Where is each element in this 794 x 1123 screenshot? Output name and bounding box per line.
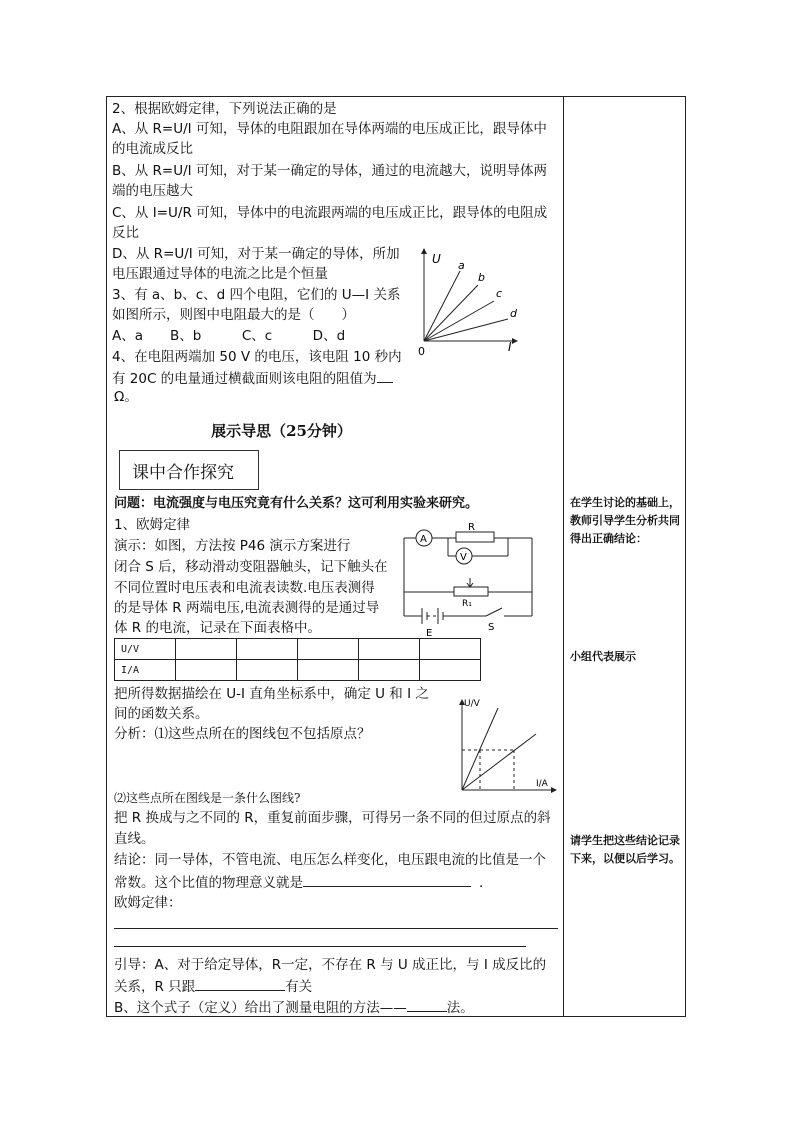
record-note: 请学生把这些结论记录下来，以便以后学习。 bbox=[570, 834, 680, 865]
conclusion-line2 bbox=[114, 872, 493, 893]
ui-relation-graph bbox=[412, 243, 532, 358]
ohm-title: 1、欧姆定律 bbox=[114, 517, 191, 533]
row-header-current: I/A bbox=[115, 660, 176, 681]
badge-label: 课中合作探究 bbox=[132, 463, 234, 483]
conclusion-line1: 结论：同一导体，不管电流、电压怎么样变化，电压跟电流的比值是一个 bbox=[114, 852, 546, 868]
answer-line-2 bbox=[114, 946, 526, 947]
answer-line-1 bbox=[114, 928, 558, 929]
ohm-demo-5: 体 R 的电流，记录在下面表格中。 bbox=[114, 620, 321, 636]
q3-line2: 如图所示，则图中电阻最大的是（ ） bbox=[112, 307, 355, 323]
shallow-line bbox=[462, 734, 536, 790]
resistor-label: R bbox=[468, 522, 475, 533]
table-cell bbox=[420, 660, 481, 681]
table-row-current bbox=[115, 660, 481, 681]
q4-line2-text: 有 20C 的电量通过横截面则该电阻的阻值为 bbox=[112, 371, 377, 387]
graph-origin-label: 0 bbox=[418, 345, 425, 358]
inquiry-question: 问题：电流强度与电压究竟有什么关系？这可利用实验来研究。 bbox=[114, 496, 479, 511]
resistor-symbol bbox=[456, 532, 494, 542]
q4-unit: Ω。 bbox=[114, 389, 138, 405]
plot-line2: 间的函数关系。 bbox=[114, 706, 209, 722]
ohm-demo-3: 不同位置时电压表和电流表读数.电压表测得 bbox=[114, 580, 375, 596]
section-heading: 展示导思（25分钟） bbox=[211, 422, 352, 440]
guide-line3-end: 法。 bbox=[446, 1000, 474, 1016]
guide-line1: 引导：A、对于给定导体，R一定，不存在 R 与 U 成正比，与 I 成反比的 bbox=[114, 957, 547, 973]
guide-line2-end: 有关 bbox=[285, 979, 313, 995]
q2-option-d-line2: 电压跟通过导体的电流之比是个恒量 bbox=[112, 266, 328, 282]
u-axis-label: U/V bbox=[464, 699, 480, 709]
guide-line3-text: B、这个式子（定义）给出了测量电阻的方法—— bbox=[114, 1000, 407, 1016]
q2-option-b-line2: 端的电压越大 bbox=[112, 183, 193, 199]
switch-label: S bbox=[488, 622, 495, 633]
guide-blank bbox=[195, 976, 285, 991]
table-cell bbox=[359, 639, 420, 660]
ui-coordinate-graph bbox=[452, 694, 562, 794]
table-cell bbox=[237, 660, 298, 681]
change-line2: 直线。 bbox=[114, 831, 155, 847]
q2-option-b-line1: B、从 R=U/I 可知，对于某一确定的导体，通过的电流越大，说明导体两 bbox=[112, 163, 547, 179]
guide-line2-text: 关系，R 只跟 bbox=[114, 979, 196, 995]
method-blank bbox=[407, 997, 447, 1012]
analysis-q1: 分析：⑴这些点所在的图线包不包括原点？ bbox=[114, 726, 371, 742]
table-row-voltage bbox=[115, 639, 481, 660]
steep-line bbox=[462, 708, 498, 790]
table-cell bbox=[298, 660, 359, 681]
circuit-diagram bbox=[396, 520, 541, 638]
line-b bbox=[424, 285, 478, 341]
label-a: a bbox=[458, 259, 465, 272]
ohm-demo-4: 的是导体 R 两端电压,电流表测得的是通过导 bbox=[114, 600, 380, 616]
group-presentation-note: 小组代表展示 bbox=[570, 650, 636, 663]
row-header-voltage: U/V bbox=[115, 639, 176, 660]
analysis-q2: ⑵这些点所在图线是一条什么图线? bbox=[114, 791, 301, 805]
guide-line2 bbox=[114, 976, 312, 997]
q2-option-d-line1: D、从 R=U/I 可知，对于某一确定的导体，所加 bbox=[112, 246, 400, 262]
q4-line2 bbox=[112, 368, 393, 389]
conclusion-line2-end: ． bbox=[479, 875, 493, 891]
q2-option-a-line1: A、从 R=U/I 可知，导体的电阻跟加在导体两端的电压成正比，跟导体中 bbox=[112, 121, 547, 137]
data-table bbox=[114, 638, 481, 681]
i-axis-label: I/A bbox=[536, 779, 548, 789]
q2-option-c-line2: 反比 bbox=[112, 225, 139, 241]
battery-label: E bbox=[426, 628, 433, 638]
ohm-demo-2: 闭合 S 后，移动滑动变阻器触头，记下触头在 bbox=[114, 559, 388, 575]
table-cell bbox=[420, 639, 481, 660]
q3-line1: 3、有 a、b、c、d 四个电阻，它们的 U—I 关系 bbox=[112, 287, 401, 303]
meaning-blank bbox=[303, 872, 471, 887]
column-divider bbox=[563, 96, 564, 1017]
voltmeter-label: V bbox=[460, 552, 467, 563]
graph-i-label: I bbox=[508, 340, 512, 354]
q2-option-c-line1: C、从 I=U/R 可知，导体中的电流跟两端的电压成正比，跟导体的电阻成 bbox=[112, 205, 548, 221]
label-d: d bbox=[510, 307, 517, 320]
ohm-law-label: 欧姆定律： bbox=[114, 895, 182, 911]
plot-line1: 把所得数据描绘在 U-I 直角坐标系中，确定 U 和 I 之 bbox=[114, 686, 429, 702]
table-cell bbox=[176, 639, 237, 660]
conclusion-line2-text: 常数。这个比值的物理意义就是 bbox=[114, 875, 303, 891]
q3-options: A、a B、b C、c D、d bbox=[112, 328, 346, 344]
guide-line3 bbox=[114, 997, 474, 1018]
label-b: b bbox=[478, 271, 485, 284]
ammeter-label: A bbox=[420, 534, 427, 545]
rheostat-symbol bbox=[454, 587, 488, 596]
table-cell bbox=[176, 660, 237, 681]
q2-stem: 2、根据欧姆定律，下列说法正确的是 bbox=[112, 101, 337, 117]
table-cell bbox=[237, 639, 298, 660]
q2-option-a-line2: 的电流成反比 bbox=[112, 141, 193, 157]
table-cell bbox=[298, 639, 359, 660]
answer-blank bbox=[377, 368, 393, 383]
table-cell bbox=[359, 660, 420, 681]
cooperative-inquiry-badge bbox=[119, 450, 259, 490]
label-c: c bbox=[496, 287, 503, 300]
line-d bbox=[424, 319, 508, 341]
graph-u-label: U bbox=[432, 252, 441, 266]
rheostat-label: R₁ bbox=[462, 599, 472, 609]
teacher-note: 在学生讨论的基础上，教师引导学生分析共同得出正确结论： bbox=[570, 496, 680, 545]
q4-line1: 4、在电阻两端加 50 V 的电压，该电阻 10 秒内 bbox=[112, 349, 402, 365]
change-line1: 把 R 换成与之不同的 R，重复前面步骤，可得另一条不同的但过原点的斜 bbox=[114, 810, 551, 826]
ohm-demo-1: 演示：如图，方法按 P46 演示方案进行 bbox=[114, 538, 351, 554]
